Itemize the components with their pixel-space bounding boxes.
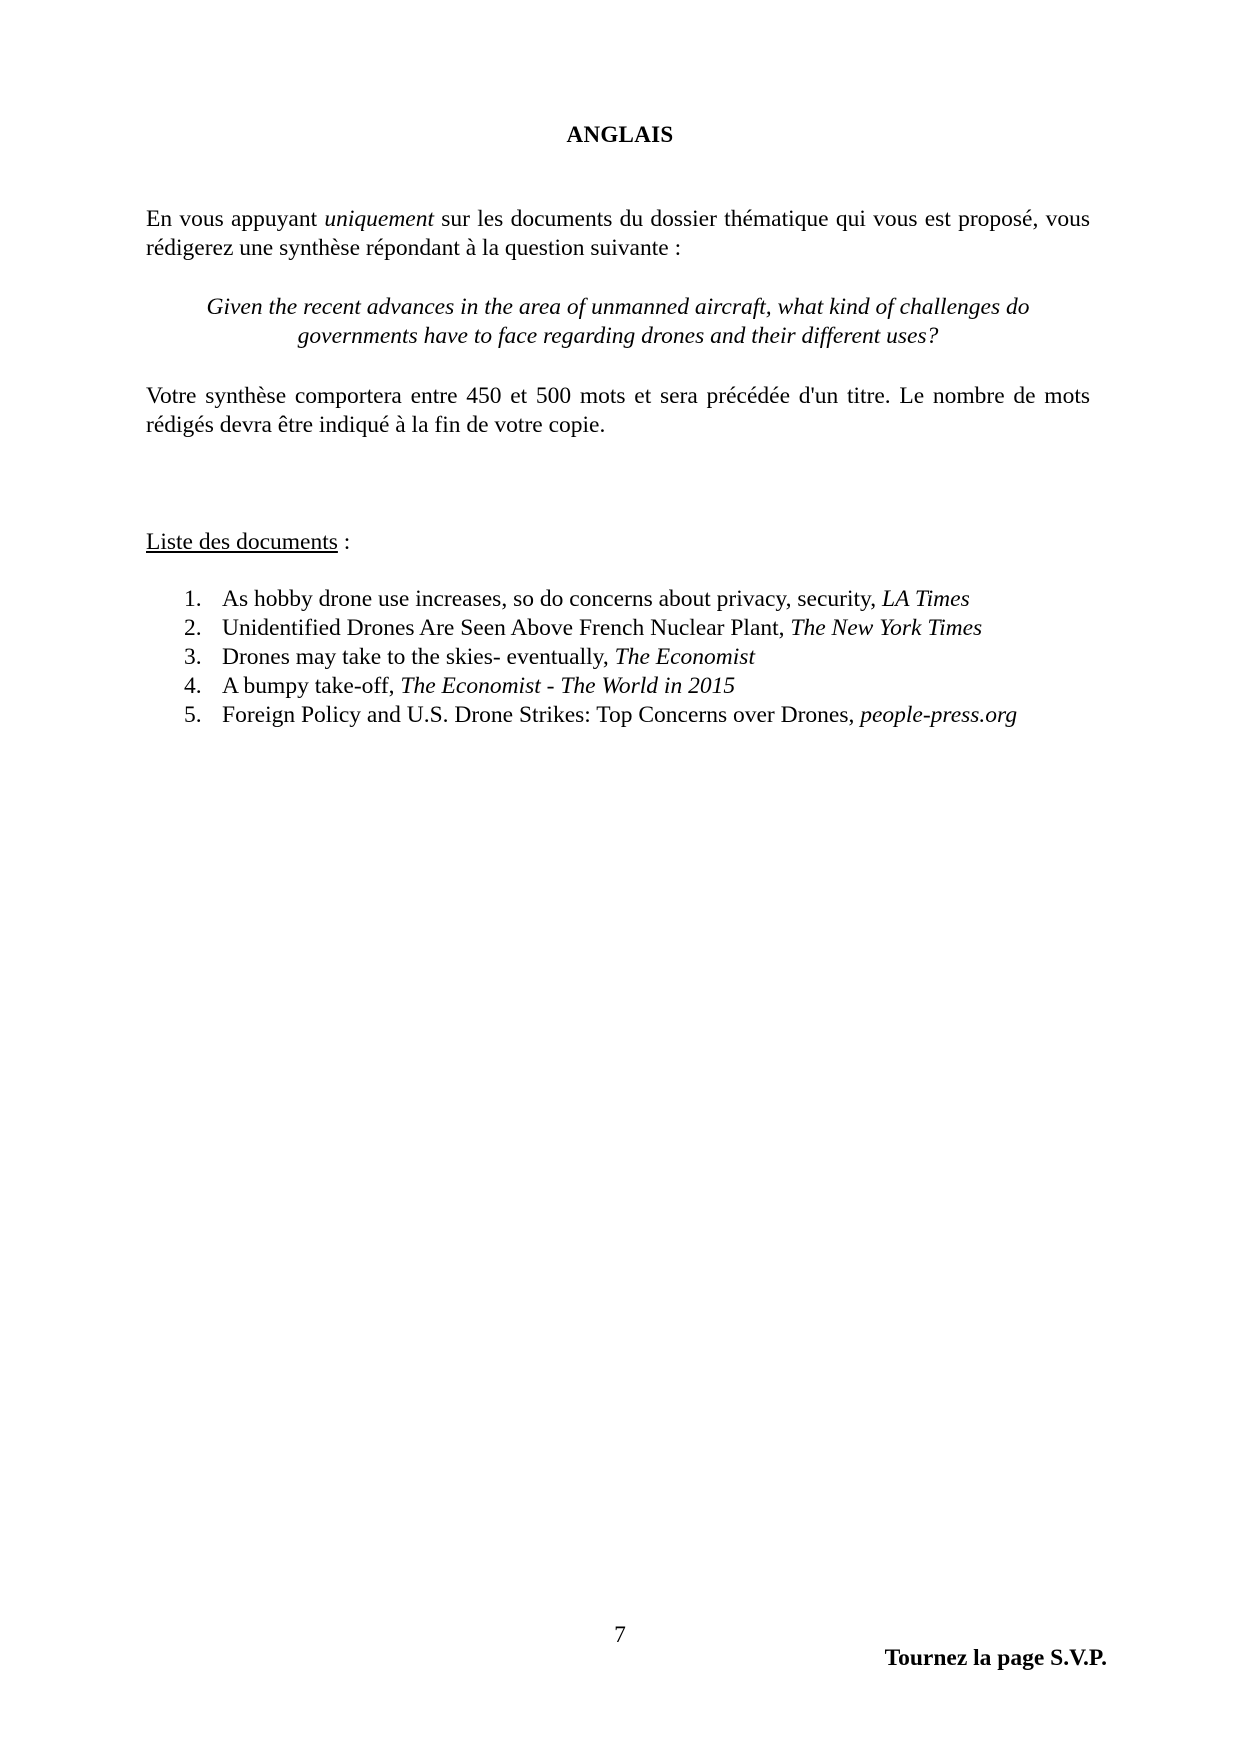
documents-list <box>146 585 1090 730</box>
document-source: The Economist - The World in 2015 <box>400 673 736 699</box>
document-title: Foreign Policy and U.S. Drone Strikes: Top Concerns over Drones <box>222 702 849 728</box>
document-item <box>146 672 1090 701</box>
instructions-paragraph <box>146 205 1090 263</box>
document-title: As hobby drone use increases, so do concerns about privacy, security <box>222 586 871 612</box>
document-item <box>146 701 1090 730</box>
documents-heading <box>146 528 350 557</box>
documents-heading-label: Liste des documents <box>146 529 338 555</box>
document-source: people-press.org <box>860 702 1018 728</box>
document-item <box>146 643 1090 672</box>
document-separator: , <box>848 702 861 728</box>
word-count-instructions: Votre synthèse comportera entre 450 et 500 mots et sera précédée d'un titre. Le nombre de mots rédigés devra être indiqué à la fin de votre copie. <box>146 383 1090 438</box>
document-title: A bumpy take-off <box>222 673 389 699</box>
document-title: Drones may take to the skies- eventually <box>222 644 603 670</box>
document-separator: , <box>388 673 401 699</box>
document-number: 2. <box>184 615 202 641</box>
document-separator: , <box>602 644 615 670</box>
document-title: Unidentified Drones Are Seen Above French Nuclear Plant <box>222 615 779 641</box>
document-item <box>146 585 1090 614</box>
instructions-text-end: sur les documents du dossier thématique qui vous est proposé, vous rédigerez une synthèse répondant à la question suivante : <box>146 206 1091 261</box>
document-number: 5. <box>184 702 202 728</box>
synthesis-question: Given the recent advances in the area of unmanned aircraft, what kind of challenges do governments have to face regarding drones and their different uses? <box>206 294 1030 349</box>
documents-heading-suffix: : <box>337 529 351 555</box>
document-item <box>146 614 1090 643</box>
document-source: The New York Times <box>790 615 983 641</box>
turn-page-note: Tournez la page S.V.P. <box>884 1645 1107 1671</box>
document-separator: , <box>778 615 791 641</box>
page-title: ANGLAIS <box>566 122 674 147</box>
document-separator: , <box>870 586 877 612</box>
page-number: 7 <box>614 1622 626 1648</box>
instructions-emphasis: uniquement <box>324 206 435 232</box>
document-source: LA Times <box>876 586 970 612</box>
document-number: 3. <box>184 644 202 670</box>
instructions-text-start: En vous appuyant <box>146 206 325 232</box>
document-source: The Economist <box>614 644 755 670</box>
document-number: 1. <box>184 586 202 612</box>
document-number: 4. <box>184 673 202 699</box>
